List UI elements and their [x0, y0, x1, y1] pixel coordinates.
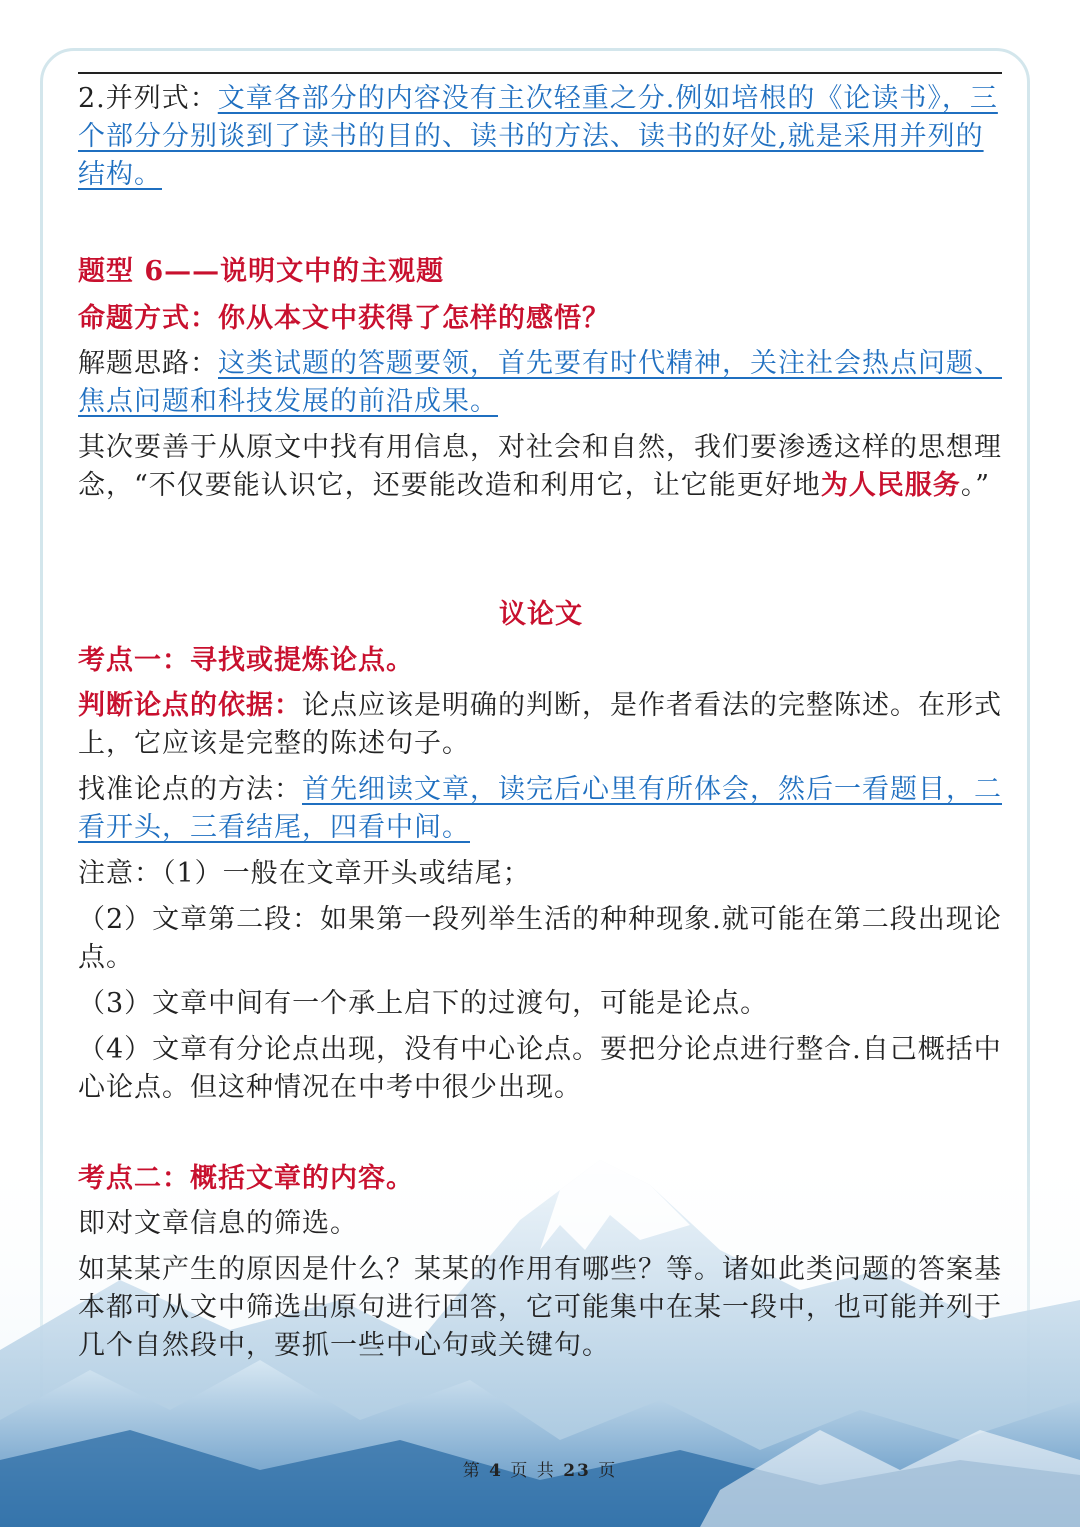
point1-heading: 考点一：寻找或提炼论点。	[78, 645, 414, 676]
serve-people-text: 为人民服务	[820, 470, 961, 501]
note-2: （2）文章第二段：如果第一段列举生活的种种现象.就可能在第二段出现论点。	[78, 904, 1002, 973]
secondly-paragraph	[78, 429, 1004, 505]
judge-paragraph	[78, 687, 1004, 763]
footer-post: 页	[598, 1461, 618, 1481]
question-format-line: 命题方式：你从本文中获得了怎样的感悟？	[78, 303, 610, 334]
page-content	[78, 70, 1004, 1365]
point2-paragraph: 如某某产生的原因是什么？某某的作用有哪些？等。诸如此类问题的答案基本都可从文中筛选出原句进行回答，它可能集中在某一段中，也可能并列于几个自然段中，要抓一些中心句或关键句。	[78, 1254, 1002, 1361]
approach-text: 这类试题的答题要领，首先要有时代精神，关注社会热点问题、焦点问题和科技发展的前沿成果。	[78, 348, 1002, 417]
parallel-explanation: 文章各部分的内容没有主次轻重之分.例如培根的《论读书》，三个部分分别谈到了读书的目的、读书的方法、读书的好处,就是采用并列的结构。	[78, 83, 998, 190]
method-text: 首先细读文章，读完后心里有所体会，然后一看题目，二看开头，三看结尾，四看中间。	[78, 774, 1002, 843]
parallel-structure-paragraph	[78, 80, 1004, 194]
point2-heading: 考点二：概括文章的内容。	[78, 1163, 414, 1194]
approach-paragraph	[78, 345, 1004, 421]
footer-pre: 第	[462, 1461, 482, 1481]
judge-label: 判断论点的依据：	[78, 690, 302, 721]
note-4: （4）文章有分论点出现，没有中心论点。要把分论点进行整合.自己概括中心论点。但这种情况在中考中很少出现。	[78, 1034, 1002, 1103]
page-footer	[0, 1456, 1080, 1481]
footer-mid: 页 共	[510, 1461, 556, 1481]
method-label: 找准论点的方法：	[78, 774, 302, 805]
judge-text: 论点应该是明确的判断，是作者看法的完整陈述。在形式上，它应该是完整的陈述句子。	[78, 690, 1002, 759]
method-paragraph	[78, 771, 1004, 847]
footer-total-pages: 23	[563, 1461, 591, 1481]
secondly-end: 。”	[960, 470, 991, 501]
note-1: 注意：（1）一般在文章开头或结尾；	[78, 858, 531, 889]
footer-page-number: 4	[489, 1461, 503, 1481]
section-title: 议论文	[499, 599, 583, 630]
point2-line: 即对文章信息的筛选。	[78, 1208, 358, 1239]
secondly-text: 其次要善于从原文中找有用信息，对社会和自然，我们要渗透这样的思想理念，“不仅要能认识它，还要能改造和利用它，让它能更好地	[78, 432, 1002, 501]
type6-heading: 题型 6——说明文中的主观题	[78, 256, 445, 287]
approach-label: 解题思路：	[78, 348, 218, 379]
note-3: （3）文章中间有一个承上启下的过渡句，可能是论点。	[78, 988, 769, 1019]
parallel-lead: 2.并列式：	[78, 83, 218, 114]
